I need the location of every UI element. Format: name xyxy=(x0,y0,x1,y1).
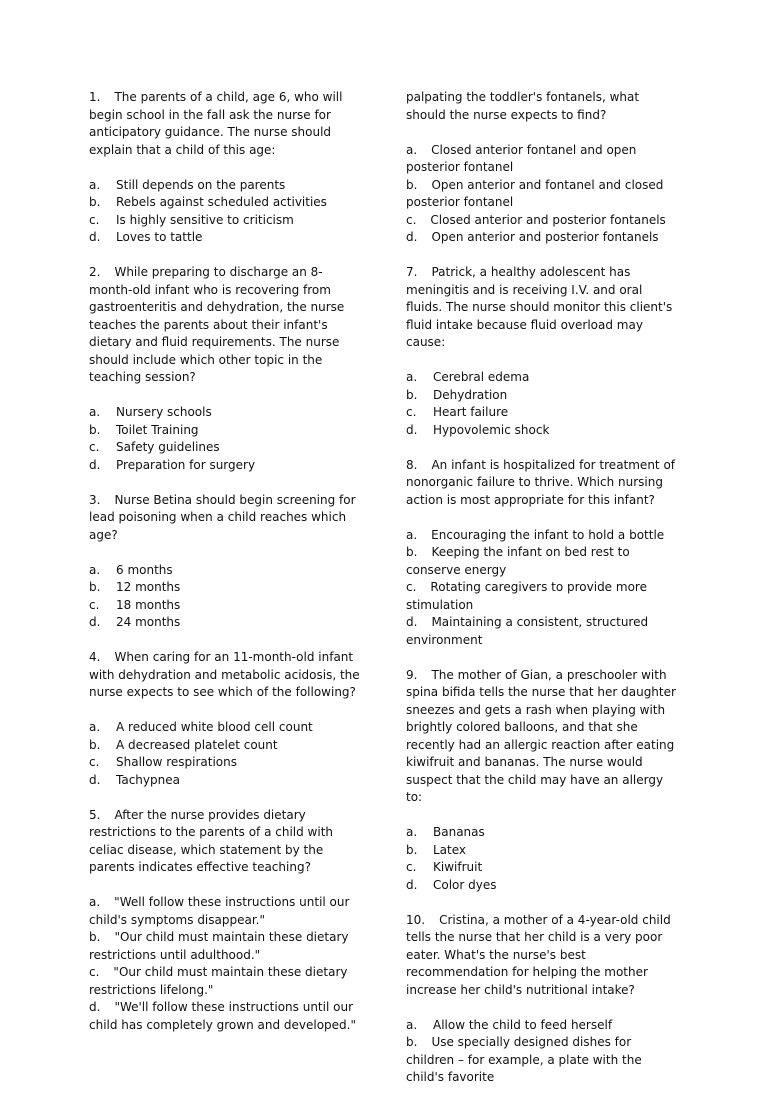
answer-option: c. Rotating caregivers to provide more stimulation xyxy=(406,580,647,612)
question-3 xyxy=(89,492,361,632)
answer-option: a. Cerebral edema xyxy=(406,370,530,384)
answer-option: a. 6 months xyxy=(89,562,173,577)
answer-option: b. 12 months xyxy=(89,580,181,594)
answer-option: a. Still depends on the parents xyxy=(89,177,286,192)
answer-option: d. 24 months xyxy=(89,615,181,629)
question-7 xyxy=(406,264,682,439)
answer-option: b. Latex xyxy=(406,842,467,857)
answer-option: c. Safety guidelines xyxy=(89,440,220,454)
answer-option: d. Preparation for surgery xyxy=(89,457,256,472)
answer-option: d. Color dyes xyxy=(406,877,497,892)
answer-option: c. Kiwifruit xyxy=(406,860,483,874)
question-6-continuation xyxy=(406,89,682,247)
answer-option: b. Rebels against scheduled activities xyxy=(89,195,327,209)
answer-options xyxy=(406,142,682,247)
answer-options xyxy=(89,177,361,247)
answer-option: a. A reduced white blood cell count xyxy=(89,720,313,734)
question-stem: 4. When caring for an 11-month-old infant with dehydration and metabolic acidosis, the nurse expects to see which of the following? xyxy=(89,650,360,699)
answer-option: b. Toilet Training xyxy=(89,422,199,437)
question-stem: 8. An infant is hospitalized for treatment of nonorganic failure to thrive. Which nursing action is most appropriate for this infant? xyxy=(406,457,676,507)
answer-options xyxy=(89,719,361,789)
answer-option: c. 18 months xyxy=(89,597,181,612)
answer-option: d. "We'll follow these instructions until our child has completely grown and developed." xyxy=(89,1000,356,1032)
question-stem: 7. Patrick, a healthy adolescent has meningitis and is receiving I.V. and oral fluids. The nurse should monitor this client's fluid intake because fluid overload may cause: xyxy=(406,265,673,349)
answer-option: c. Shallow respirations xyxy=(89,755,237,769)
question-stem: 2. While preparing to discharge an 8-month-old infant who is recovering from gastroenteritis and dehydration, the nurse teaches the parents about their infant's dietary and fluid requirements. The nurse should include which other topic in the teaching session? xyxy=(89,265,345,384)
question-stem: 10. Cristina, a mother of a 4-year-old child tells the nurse that her child is a very poor eater. What's the nurse's best recommendation for helping the mother increase her child's nutritional intake? xyxy=(406,912,671,997)
answer-options xyxy=(406,824,682,894)
answer-option: c. "Our child must maintain these dietary restrictions lifelong." xyxy=(89,965,348,997)
answer-options xyxy=(89,404,361,474)
answer-option: b. Dehydration xyxy=(406,387,508,402)
answer-option: d. Hypovolemic shock xyxy=(406,422,550,437)
answer-options xyxy=(406,1017,682,1087)
answer-option: a. Closed anterior fontanel and open posterior fontanel xyxy=(406,142,637,174)
question-9 xyxy=(406,667,682,895)
question-5 xyxy=(89,807,361,1035)
answer-option: a. Bananas xyxy=(406,825,485,839)
answer-option: c. Is highly sensitive to criticism xyxy=(89,212,294,227)
answer-option: d. Maintaining a consistent, structured environment xyxy=(406,615,649,647)
left-column xyxy=(89,89,361,1052)
right-column xyxy=(406,89,682,1104)
answer-option: c. Heart failure xyxy=(406,405,509,419)
question-stem: 1. The parents of a child, age 6, who will begin school in the fall ask the nurse for anticipatory guidance. The nurse should explain that a child of this age: xyxy=(89,90,343,157)
question-10 xyxy=(406,912,682,1087)
question-stem: 9. The mother of Gian, a preschooler with spina bifida tells the nurse that her daughter sneezes and gets a rash when playing with brightly colored balloons, and that she recently had an allergic reaction after eating kiwifruit and bananas. The nurse would suspect that the child may have an allergy to: xyxy=(406,667,676,804)
answer-option: a. Encouraging the infant to hold a bottle xyxy=(406,527,665,542)
answer-option: d. Open anterior and posterior fontanels xyxy=(406,230,659,244)
answer-options xyxy=(89,562,361,632)
answer-option: d. Loves to tattle xyxy=(89,230,203,244)
question-8 xyxy=(406,457,682,650)
question-4 xyxy=(89,649,361,789)
answer-option: b. "Our child must maintain these dietary restrictions until adulthood." xyxy=(89,930,349,962)
question-stem: 5. After the nurse provides dietary restrictions to the parents of a child with celiac disease, which statement by the parents indicates effective teaching? xyxy=(89,807,334,874)
answer-option: d. Tachypnea xyxy=(89,772,180,787)
question-stem: palpating the toddler's fontanels, what should the nurse expects to find? xyxy=(406,90,640,122)
answer-option: b. A decreased platelet count xyxy=(89,737,278,752)
answer-option: a. Nursery schools xyxy=(89,405,212,419)
answer-options xyxy=(406,527,682,650)
answer-option: b. Open anterior and fontanel and closed posterior fontanel xyxy=(406,177,664,209)
answer-option: c. Closed anterior and posterior fontanels xyxy=(406,212,666,227)
answer-options xyxy=(406,369,682,439)
answer-option: a. "Well follow these instructions until our child's symptoms disappear." xyxy=(89,895,350,927)
question-2 xyxy=(89,264,361,474)
answer-option: b. Use specially designed dishes for children – for example, a plate with the child's favorite xyxy=(406,1035,642,1084)
answer-option: b. Keeping the infant on bed rest to conserve energy xyxy=(406,545,630,577)
question-stem: 3. Nurse Betina should begin screening for lead poisoning when a child reaches which age? xyxy=(89,492,356,542)
answer-options xyxy=(89,894,361,1034)
question-1 xyxy=(89,89,361,247)
answer-option: a. Allow the child to feed herself xyxy=(406,1017,613,1032)
